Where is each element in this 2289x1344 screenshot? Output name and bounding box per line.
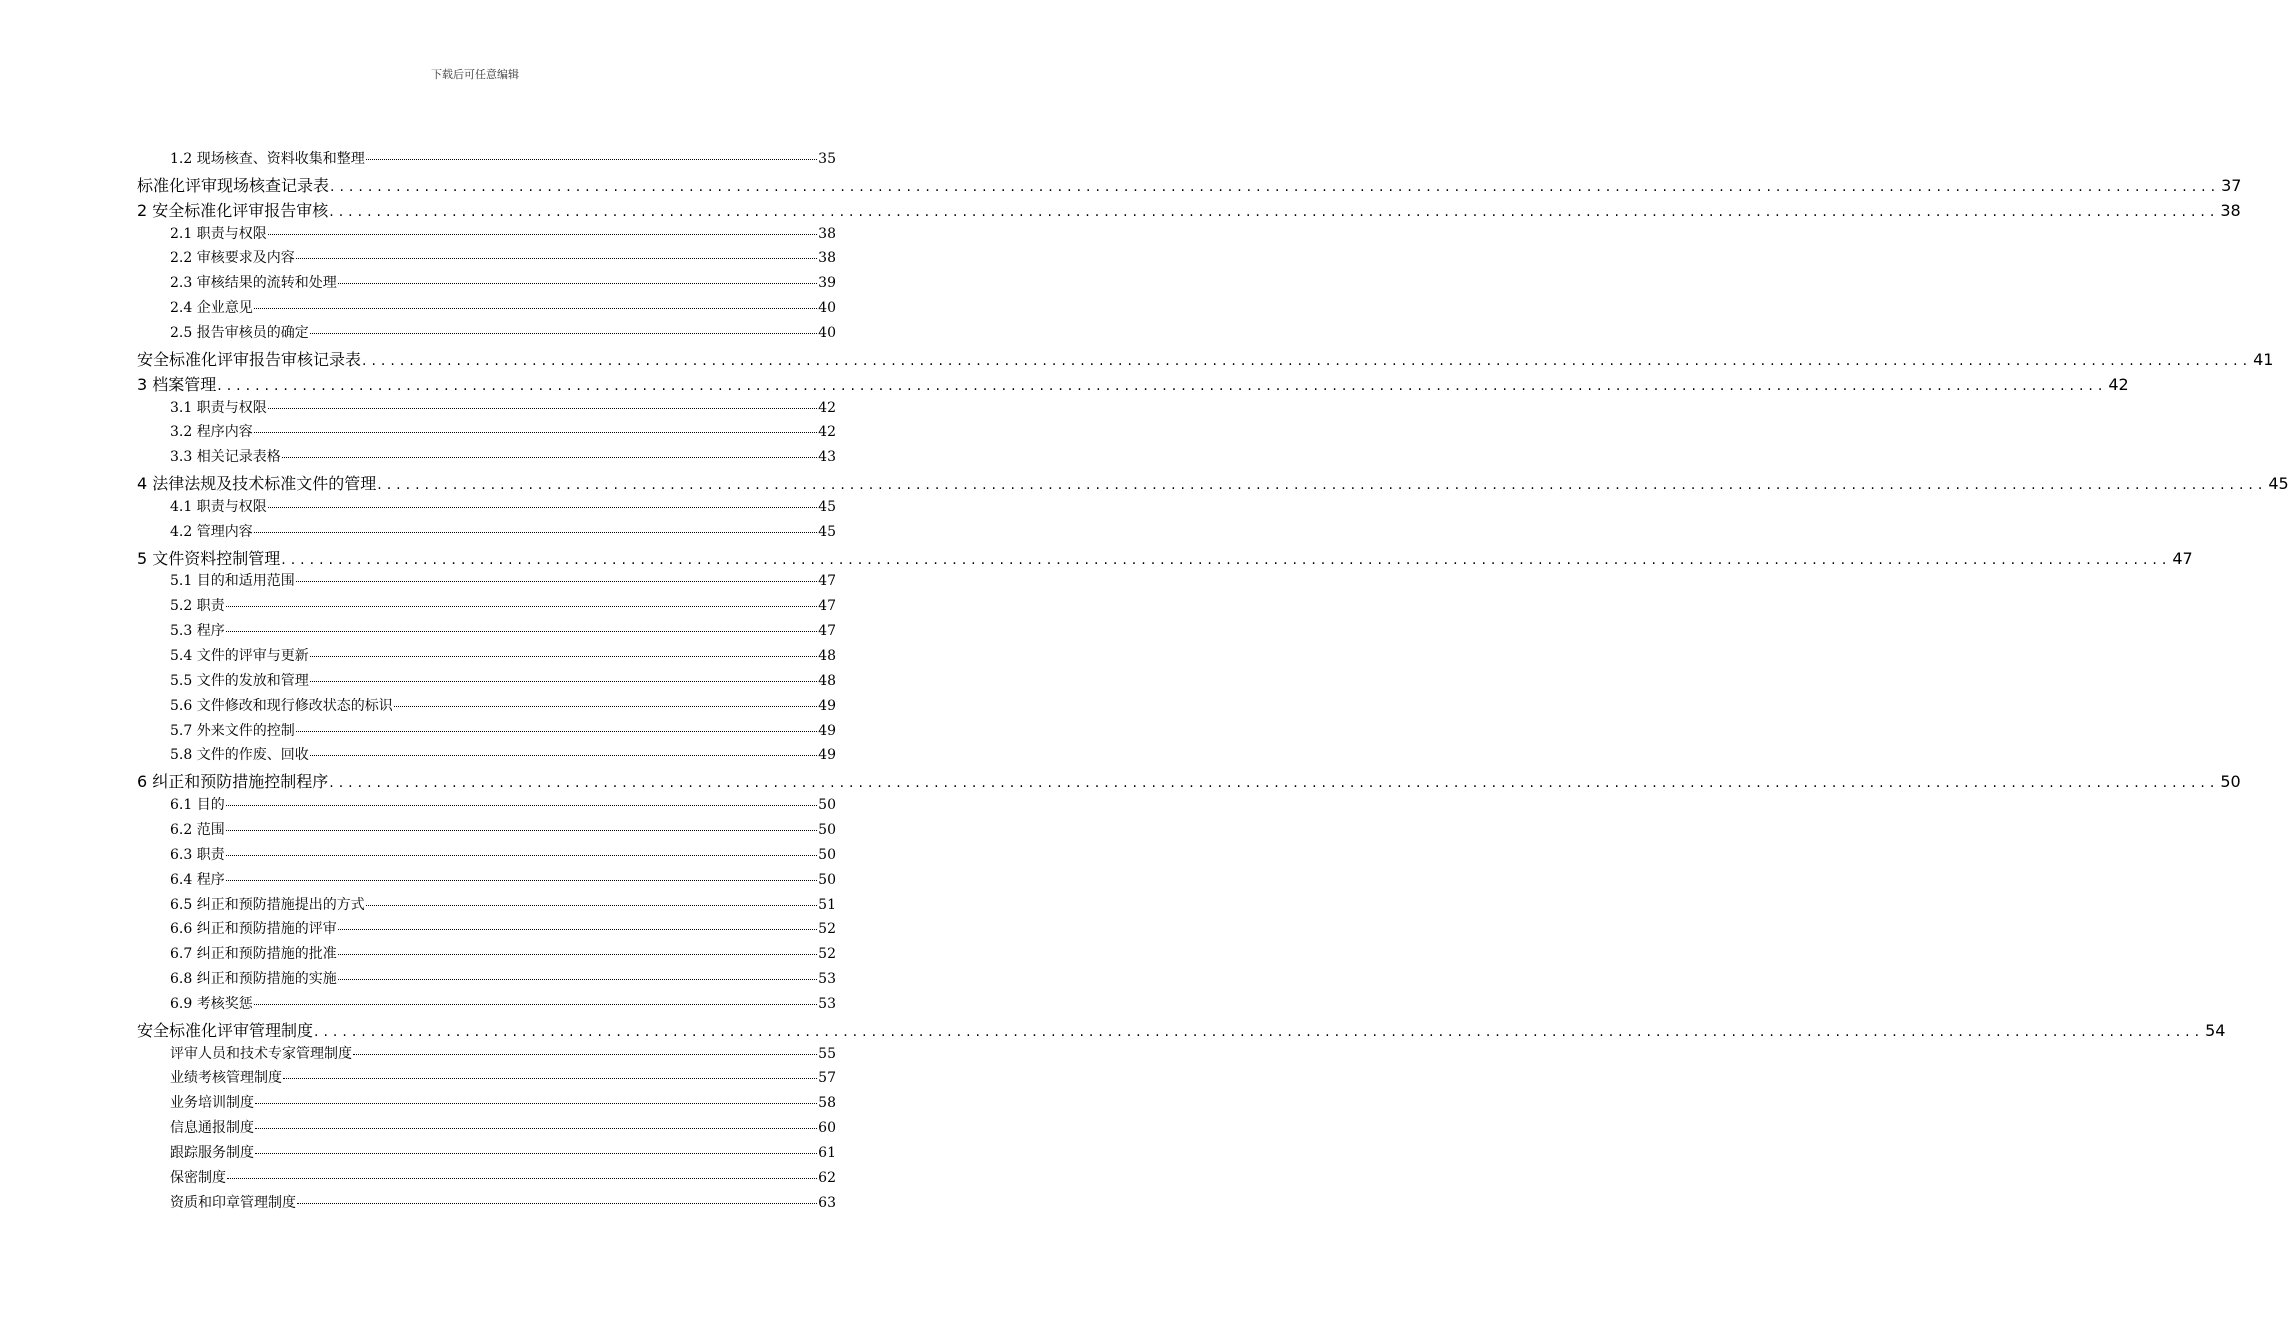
toc-dot-leader <box>296 581 817 582</box>
toc-entry-title: 信息通报制度 <box>170 1120 254 1137</box>
toc-entry-title: 6.8 纠正和预防措施的实施 <box>170 971 337 988</box>
toc-page-number: 41 <box>2253 349 2274 369</box>
toc-dot-leader <box>310 333 817 334</box>
toc-page-number: 48 <box>818 672 836 689</box>
toc-dot-leader: ........................................................................................................................................................................................................ <box>329 775 2220 792</box>
toc-entry[interactable] <box>137 471 2289 496</box>
toc-page-number: 43 <box>818 449 836 466</box>
toc-page-number: 53 <box>818 971 836 988</box>
toc-dot-leader <box>268 408 817 409</box>
toc-page-number: 52 <box>818 921 836 938</box>
toc-entry-title: 5.3 程序 <box>170 623 225 640</box>
toc-entry-title: 2.2 审核要求及内容 <box>170 250 295 267</box>
toc-dot-leader: ........................................................................................................................................................................................................ <box>377 477 2268 494</box>
toc-entry[interactable] <box>170 595 836 619</box>
toc-entry[interactable] <box>170 1117 836 1141</box>
toc-page-number: 63 <box>818 1194 836 1211</box>
toc-entry-title: 5.2 职责 <box>170 598 225 615</box>
toc-dot-leader <box>226 830 817 831</box>
toc-page-number: 50 <box>818 846 836 863</box>
toc-dot-leader <box>254 1004 817 1005</box>
toc-page-number: 38 <box>818 225 836 242</box>
toc-page-number: 47 <box>2172 548 2193 568</box>
toc-page-number: 35 <box>818 151 836 167</box>
toc-entry-title: 安全标准化评审管理制度 <box>137 1020 314 1040</box>
toc-page-number: 55 <box>818 1045 836 1062</box>
toc-dot-leader <box>310 755 817 756</box>
toc-entry-title: 2.5 报告审核员的确定 <box>170 324 309 341</box>
toc-page-number: 45 <box>2268 474 2289 494</box>
toc-dot-leader <box>255 1103 817 1104</box>
toc-dot-leader: ........................................................................................................................................................................................................ <box>281 551 2172 568</box>
toc-entry-title: 3.1 职责与权限 <box>170 399 267 416</box>
toc-entry[interactable] <box>170 496 836 520</box>
toc-entry-title: 业绩考核管理制度 <box>170 1070 282 1087</box>
toc-entry-title: 保密制度 <box>170 1169 226 1186</box>
toc-entry[interactable] <box>137 769 2241 794</box>
toc-entry[interactable] <box>137 372 2129 397</box>
toc-dot-leader <box>338 954 817 955</box>
toc-entry-title: 评审人员和技术专家管理制度 <box>170 1045 352 1062</box>
toc-page-number: 49 <box>818 697 836 714</box>
toc-dot-leader <box>226 606 817 607</box>
toc-entry-title: 5.4 文件的评审与更新 <box>170 648 309 664</box>
toc-entry[interactable] <box>170 794 836 818</box>
toc-dot-leader <box>282 457 817 458</box>
toc-entry-title: 业务培训制度 <box>170 1095 254 1112</box>
toc-entry[interactable] <box>137 347 2274 372</box>
toc-entry-title: 5.6 文件修改和现行修改状态的标识 <box>170 697 393 714</box>
toc-page-number: 50 <box>818 871 836 888</box>
toc-page-number: 60 <box>818 1120 836 1137</box>
toc-entry[interactable] <box>137 173 2242 198</box>
toc-dot-leader <box>297 1203 817 1204</box>
toc-page-number: 42 <box>818 399 836 416</box>
toc-dot-leader <box>310 656 817 657</box>
toc-page-number: 57 <box>818 1070 836 1087</box>
toc-page-number: 40 <box>818 324 836 341</box>
toc-dot-leader <box>226 855 817 856</box>
toc-entry[interactable] <box>170 869 836 893</box>
toc-dot-leader: ........................................................................................................................................................................................................ <box>314 1023 2205 1040</box>
toc-entry[interactable] <box>170 297 836 321</box>
toc-entry-title: 2.4 企业意见 <box>170 300 253 317</box>
toc-page-number: 37 <box>2221 175 2242 195</box>
toc-entry-title: 2.3 审核结果的流转和处理 <box>170 275 337 292</box>
toc-dot-leader: ........................................................................................................................................................................................................ <box>362 352 2253 369</box>
toc-dot-leader <box>296 731 817 732</box>
toc-entry[interactable] <box>170 918 836 942</box>
toc-page-number: 51 <box>818 896 836 913</box>
toc-entry[interactable] <box>170 1067 836 1091</box>
toc-dot-leader <box>296 258 817 259</box>
toc-entry-title: 2 安全标准化评审报告审核 <box>137 200 329 220</box>
toc-entry[interactable] <box>170 894 836 918</box>
toc-page-number: 38 <box>2220 200 2241 220</box>
toc-entry[interactable] <box>170 421 836 445</box>
toc-entry[interactable] <box>170 968 836 992</box>
toc-entry-title: 6.4 程序 <box>170 871 225 888</box>
toc-page-number: 40 <box>818 300 836 317</box>
toc-entry-title: 2.1 职责与权限 <box>170 225 267 242</box>
page-header: 下载后可任意编辑 <box>431 68 519 81</box>
toc-dot-leader <box>366 159 817 160</box>
toc-dot-leader <box>268 507 817 508</box>
toc-entry[interactable] <box>170 272 836 296</box>
toc-entry-title: 4 法律法规及技术标准文件的管理 <box>137 474 377 494</box>
toc-dot-leader <box>366 905 817 906</box>
toc-dot-leader <box>310 681 817 682</box>
toc-entry-title: 安全标准化评审报告审核记录表 <box>137 349 362 369</box>
toc-entry[interactable] <box>170 446 836 470</box>
toc-entry-title: 6.2 范围 <box>170 821 225 838</box>
toc-page-number: 47 <box>818 623 836 640</box>
toc-entry[interactable] <box>170 943 836 967</box>
toc-dot-leader <box>338 979 817 980</box>
toc-entry[interactable] <box>170 1192 836 1216</box>
toc-dot-leader <box>255 1128 817 1129</box>
toc-entry-title: 6.5 纠正和预防措施提出的方式 <box>170 896 365 913</box>
toc-dot-leader <box>254 308 817 309</box>
toc-entry[interactable] <box>170 247 836 271</box>
toc-entry-title: 标准化评审现场核查记录表 <box>137 175 330 195</box>
toc-entry[interactable] <box>170 1142 836 1166</box>
toc-page-number: 45 <box>818 523 836 540</box>
toc-dot-leader: ........................................................................................................................................................................................................ <box>217 377 2108 394</box>
toc-entry-title: 资质和印章管理制度 <box>170 1194 296 1211</box>
toc-page-number: 52 <box>818 946 836 963</box>
toc-dot-leader <box>338 929 817 930</box>
toc-entry[interactable] <box>137 198 2241 223</box>
toc-entry-title: 跟踪服务制度 <box>170 1145 254 1161</box>
toc-page-number: 48 <box>818 648 836 664</box>
toc-page-number: 50 <box>818 821 836 838</box>
toc-entry[interactable] <box>170 720 836 744</box>
toc-entry-title: 5 文件资料控制管理 <box>137 548 281 568</box>
toc-entry-title: 1.2 现场核查、资料收集和整理 <box>170 151 365 167</box>
toc-entry[interactable] <box>170 322 836 346</box>
toc-entry-title: 6.3 职责 <box>170 846 225 863</box>
toc-entry-title: 5.5 文件的发放和管理 <box>170 672 309 689</box>
toc-page-number: 42 <box>2108 374 2129 394</box>
toc-page-number: 39 <box>818 275 836 292</box>
toc-entry-title: 3.3 相关记录表格 <box>170 449 281 466</box>
toc-entry[interactable] <box>170 695 836 719</box>
toc-entry[interactable] <box>170 1092 836 1116</box>
toc-entry-title: 5.1 目的和适用范围 <box>170 573 295 590</box>
toc-dot-leader <box>353 1054 817 1055</box>
toc-dot-leader <box>394 706 817 707</box>
toc-dot-leader: ........................................................................................................................................................................................................ <box>329 203 2220 220</box>
toc-entry-title: 6.6 纠正和预防措施的评审 <box>170 921 337 938</box>
toc-dot-leader <box>226 631 817 632</box>
toc-entry[interactable] <box>170 223 836 247</box>
toc-entry[interactable] <box>170 620 836 644</box>
toc-dot-leader <box>226 880 817 881</box>
toc-entry[interactable] <box>137 1018 2226 1043</box>
toc-entry-title: 5.7 外来文件的控制 <box>170 722 295 739</box>
toc-dot-leader <box>227 1178 817 1179</box>
toc-entry[interactable] <box>170 819 836 843</box>
toc-entry-title: 6.9 考核奖惩 <box>170 995 253 1012</box>
toc-entry[interactable] <box>170 993 836 1017</box>
toc-page-number: 47 <box>818 598 836 615</box>
toc-dot-leader <box>254 532 817 533</box>
toc-entry-title: 6 纠正和预防措施控制程序 <box>137 772 329 792</box>
toc-entry[interactable] <box>137 546 2193 571</box>
toc-entry[interactable] <box>170 570 836 594</box>
toc-entry[interactable] <box>170 645 836 669</box>
toc-dot-leader <box>268 234 817 235</box>
toc-page-number: 54 <box>2205 1020 2226 1040</box>
toc-entry-title: 6.1 目的 <box>170 797 225 814</box>
toc-page-number: 49 <box>818 747 836 764</box>
toc-dot-leader <box>283 1078 817 1079</box>
toc-entry[interactable] <box>170 1043 836 1067</box>
toc-entry-title: 4.2 管理内容 <box>170 523 253 540</box>
toc-entry[interactable] <box>170 521 836 545</box>
toc-entry[interactable] <box>170 670 836 694</box>
toc-page-number: 50 <box>2220 772 2241 792</box>
toc-page-number: 45 <box>818 498 836 515</box>
toc-entry-title: 3 档案管理 <box>137 374 217 394</box>
toc-dot-leader <box>255 1153 817 1154</box>
toc-page-number: 58 <box>818 1095 836 1112</box>
toc-dot-leader <box>226 805 817 806</box>
toc-dot-leader <box>254 432 817 433</box>
toc-page-number: 62 <box>818 1169 836 1186</box>
toc-page-number: 53 <box>818 995 836 1012</box>
toc-entry[interactable] <box>170 844 836 868</box>
toc-page-number: 47 <box>818 573 836 590</box>
toc-page-number: 61 <box>818 1145 836 1161</box>
toc-dot-leader: ........................................................................................................................................................................................................ <box>330 178 2221 195</box>
toc-entry[interactable] <box>170 744 836 768</box>
toc-entry-title: 3.2 程序内容 <box>170 424 253 441</box>
toc-dot-leader <box>338 283 817 284</box>
toc-entry-title: 4.1 职责与权限 <box>170 498 267 515</box>
toc-entry[interactable] <box>170 397 836 421</box>
toc-entry[interactable] <box>170 1167 836 1191</box>
toc-entry-title: 6.7 纠正和预防措施的批准 <box>170 946 337 963</box>
toc-entry-title: 5.8 文件的作废、回收 <box>170 747 309 764</box>
toc-page-number: 50 <box>818 797 836 814</box>
toc-page-number: 49 <box>818 722 836 739</box>
toc-entry[interactable] <box>170 148 836 172</box>
toc-page-number: 38 <box>818 250 836 267</box>
toc-page-number: 42 <box>818 424 836 441</box>
